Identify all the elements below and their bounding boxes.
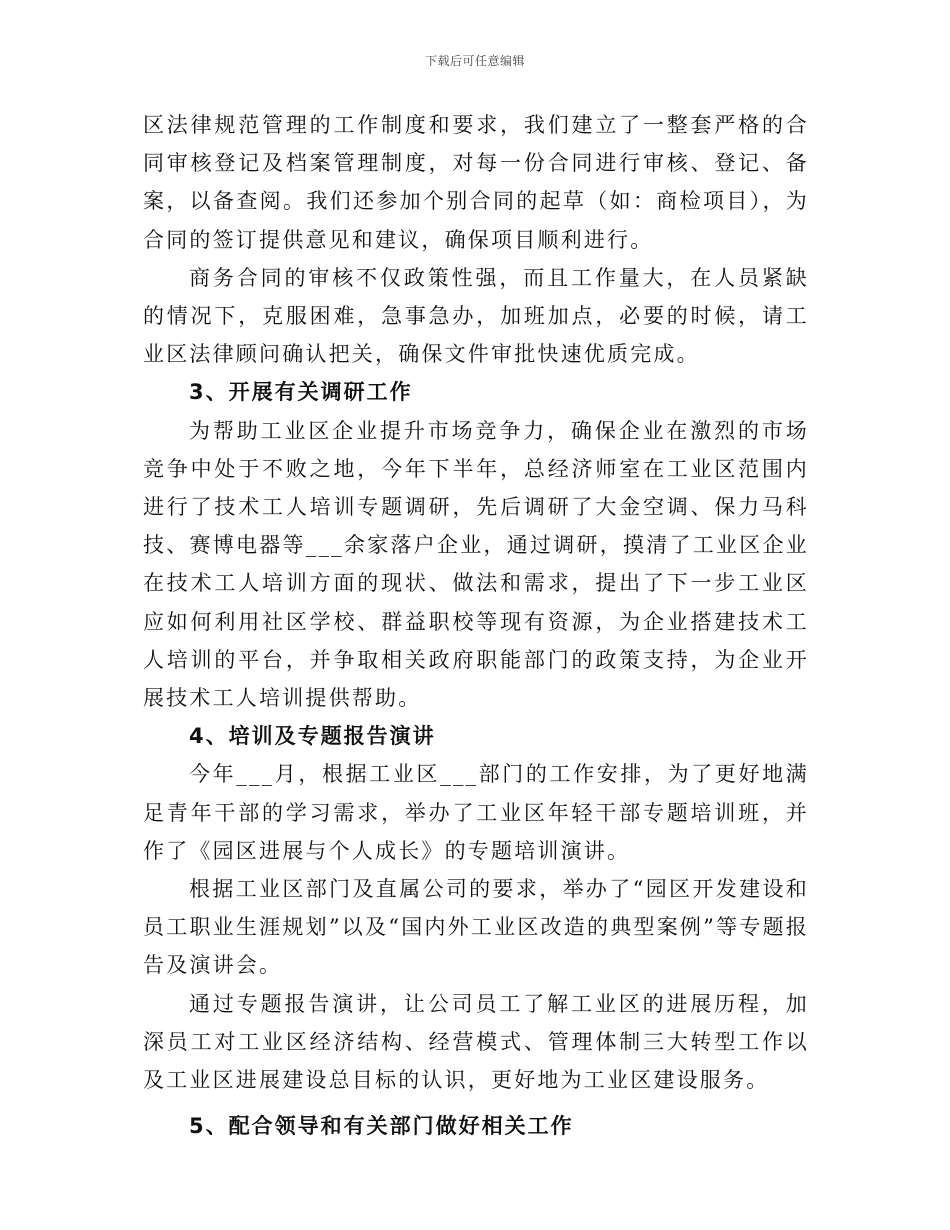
section-heading-cooperation: 5、配合领导和有关部门做好相关工作 <box>189 1114 574 1139</box>
paragraph-training-class: 今年___月，根据工业区___部门的工作安排，为了更好地满足青年干部的学习需求，举办了工业区年轻干部专题培训班，并作了《园区进展与个人成长》的专题培训演讲。 <box>143 762 809 863</box>
paragraph-special-reports: 根据工业区部门及直属公司的要求，举办了“园区开发建设和员工职业生涯规划”以及“国内外工业区改造的典型案例”等专题报告及演讲会。 <box>143 877 809 978</box>
document-body <box>143 106 809 1145</box>
paragraph-research: 为帮助工业区企业提升市场竞争力，确保企业在激烈的市场竞争中处于不败之地，今年下半年，总经济师室在工业区范围内进行了技术工人培训专题调研，先后调研了大金空调、保力马科技、赛博电器等___余家落户企业，通过调研，摸清了工业区企业在技术工人培训方面的现状、做法和需求，提出了下一步工业区应如何利用社区学校、群益职校等现有资源，为企业搭建技术工人培训的平台，并争取相关政府职能部门的政策支持，为企业开展技术工人培训提供帮助。 <box>143 418 809 711</box>
page-header-note: 下载后可任意编辑 <box>424 54 525 68</box>
paragraph-contract-review: 商务合同的审核不仅政策性强，而且工作量大，在人员紧缺的情况下，克服困难，急事急办，加班加点，必要的时候，请工业区法律顾问确认把关，确保文件审批快速优质完成。 <box>143 265 809 367</box>
section-heading-research: 3、开展有关调研工作 <box>189 380 413 405</box>
paragraph-report-effects: 通过专题报告演讲，让公司员工了解工业区的进展历程，加深员工对工业区经济结构、经营模式、管理体制三大转型工作以及工业区进展建设总目标的认识，更好地为工业区建设服务。 <box>143 991 809 1093</box>
section-heading-training: 4、培训及专题报告演讲 <box>189 724 436 749</box>
paragraph-contract-management: 区法律规范管理的工作制度和要求，我们建立了一整套严格的合同审核登记及档案管理制度，对每一份合同进行审核、登记、备案，以备查阅。我们还参加个别合同的起草（如：商检项目），为合同的签订提供意见和建议，确保项目顺利进行。 <box>143 113 809 252</box>
